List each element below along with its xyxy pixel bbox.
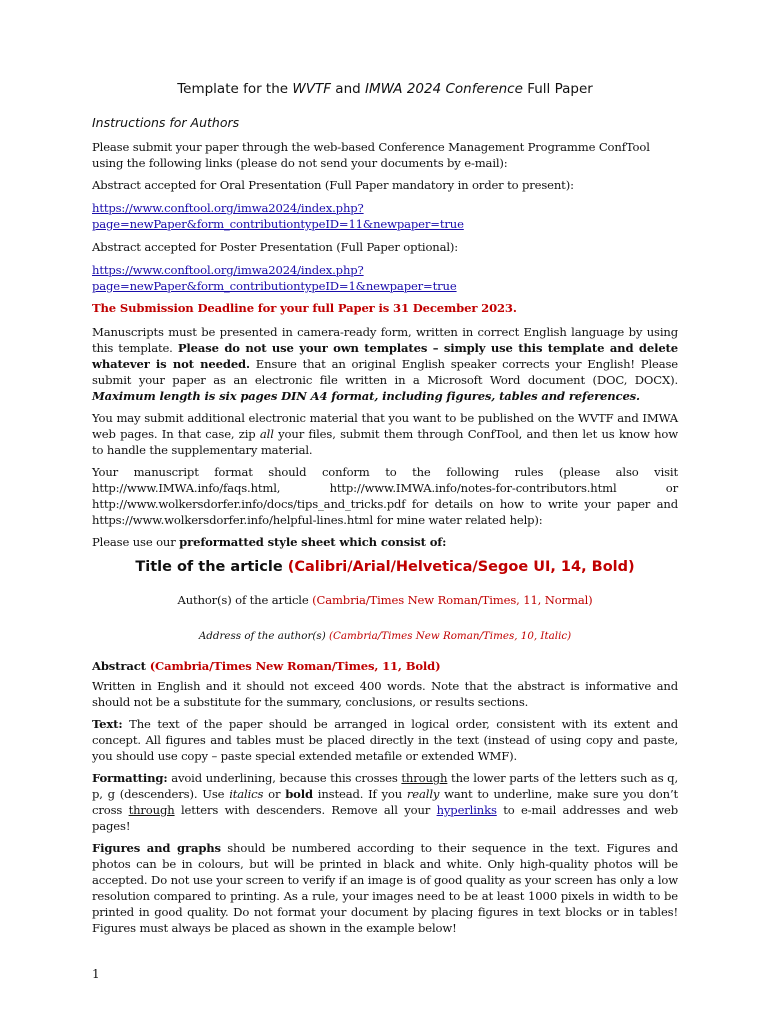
rules-paragraph: Your manuscript format should conform to the following rules (please also visit http://www.IMWA.info/faqs.html, http://www.IMWA.info/notes-for-contributors.html or http://www.wolkersdorfer.info/docs/tips_and_tricks.pdf for details on how to write your paper and https://www.wolkersdorfer.info/helpful-lines.html for mine water related help): [92,465,678,527]
hyperlinks-link[interactable]: hyperlinks [436,803,497,817]
oral-link[interactable] [92,200,678,232]
poster-link[interactable] [92,262,678,294]
text-paragraph: Text: The text of the paper should be arranged in logical order, consistent with its extent and concept. All figures and tables must be placed directly in the text (instead of using copy and paste, you should use copy – paste special extended metafile or extended WMF). [92,717,678,763]
article-title-sample: Title of the article (Calibri/Arial/Helvetica/Segoe UI, 14, Bold) [135,559,635,575]
poster-link-line-2[interactable]: page=newPaper&form_contributiontypeID=1&newpaper=true [92,279,457,293]
document-title: Template for the WVTF and IMWA 2024 Conference Full Paper [177,81,593,97]
manuscript-paragraph: Manuscripts must be presented in camera-ready form, written in correct English language by using this template. Please do not use your own templates – simply use this template and delete whatever is not needed. Ensure that an original English speaker corrects your English! Please submit your paper as an electronic file written in a Microsoft Word document (DOC, DOCX). Maximum length is six pages DIN A4 format, including figures, tables and references. [92,325,678,403]
page-number: 1 [92,967,100,981]
poster-presentation-label: Abstract accepted for Poster Presentation (Full Paper optional): [92,240,459,254]
oral-link-line-2[interactable]: page=newPaper&form_contributiontypeID=11&newpaper=true [92,217,464,231]
abstract-heading: Abstract (Cambria/Times New Roman/Times, 11, Bold) [92,659,441,673]
supplementary-paragraph: You may submit additional electronic material that you want to be published on the WVTF and IMWA web pages. In that case, zip all your files, submit them through ConfTool, and then let us know how to handle the supplementary material. [92,411,678,457]
oral-link-line-1[interactable]: https://www.conftool.org/imwa2024/index.php? [92,201,364,215]
poster-link-line-1[interactable]: https://www.conftool.org/imwa2024/index.php? [92,263,364,277]
instructions-heading: Instructions for Authors [92,115,240,130]
authors-sample: Author(s) of the article (Cambria/Times New Roman/Times, 11, Normal) [177,593,593,607]
abstract-text: Written in English and it should not exceed 400 words. Note that the abstract is informative and should not be a substitute for the summary, conclusions, or results sections. [92,679,678,709]
oral-presentation-label: Abstract accepted for Oral Presentation (Full Paper mandatory in order to present): [92,178,574,192]
submit-paragraph: Please submit your paper through the web-based Conference Management Programme ConfTool using the following links (please do not send your documents by e-mail): [92,140,650,170]
figures-paragraph: Figures and graphs should be numbered according to their sequence in the text. Figures and photos can be in colours, but will be printed in black and white. Only high-quality photos will be accepted. Do not use your screen to verify if an image is of good quality as your screen has only a low resolution compared to printing. As a rule, your images need to be at least 1000 pixels in width to be printed in good quality. Do not format your document by placing figures in text blocks or in tables! Figures must always be placed as shown in the example below! [92,841,678,935]
preformatted-paragraph: Please use our preformatted style sheet which consist of: [92,535,447,549]
address-sample: Address of the author(s) (Cambria/Times New Roman/Times, 10, Italic) [198,630,572,642]
formatting-paragraph: Formatting: avoid underlining, because this crosses through the lower parts of the letters such as q, p, g (descenders). Use italics or bold instead. If you really want to underline, make sure you don’t cross through letters with descenders. Remove all your hyperlinks to e-mail addresses and web pages! [92,771,679,833]
submission-deadline: The Submission Deadline for your full Paper is 31 December 2023. [92,301,517,315]
